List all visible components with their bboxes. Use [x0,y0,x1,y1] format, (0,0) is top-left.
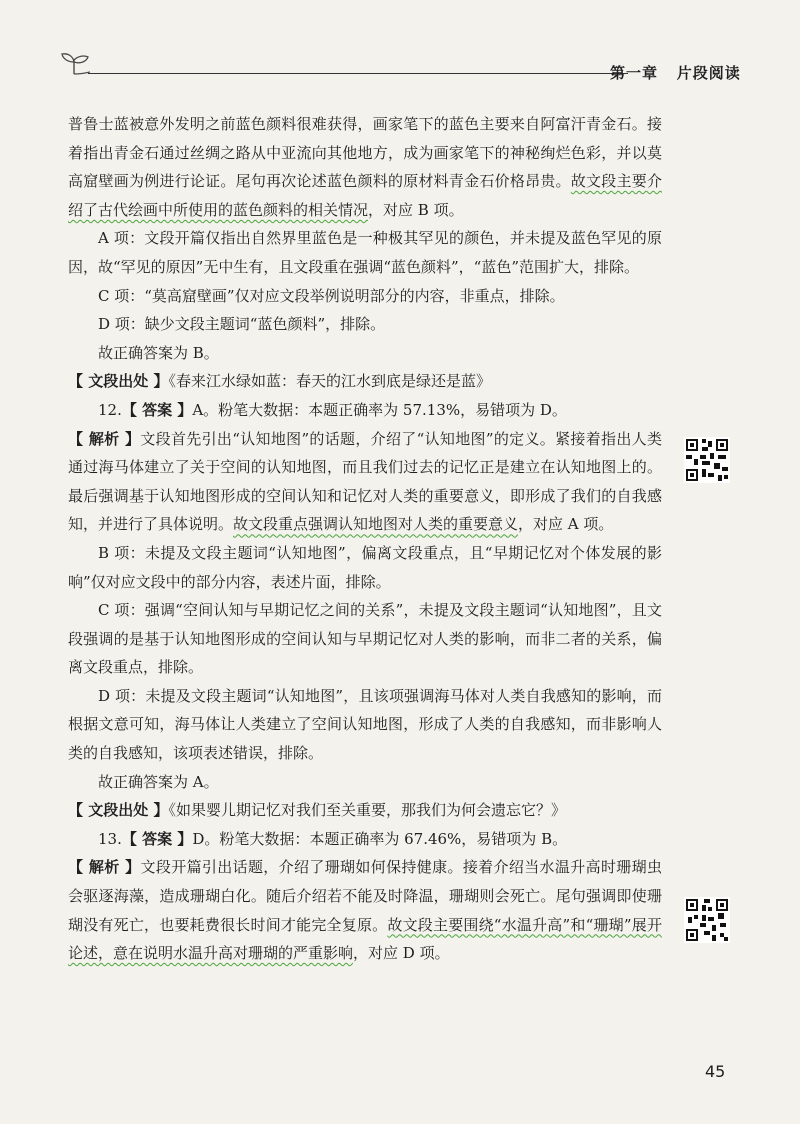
analysis-paragraph: 【 解析 】文段首先引出“认知地图”的话题，介绍了“认知地图”的定义。紧接着指出人类通过海马体建立了关于空间的认知地图，而且我们过去的记忆正是建立在认知地图上的。最后强调基于认知地图形成的空间认知和记忆对人类的重要意义，即形成了我们的自我感知，并进行了具体说明。故文段重点强调认知地图对人类的重要意义，对应 A 项。 [68,429,662,534]
source-tag: 【 文段出处 】 [68,801,169,820]
paragraph: 普鲁士蓝被意外发明之前蓝色颜料很难获得，画家笔下的蓝色主要来自阿富汗青金石。接着指出青金石通过丝绸之路从中亚流向其他地方，成为画家笔下的神秘绚烂色彩，并以莫高窟壁画为例进行论证。尾句再次论述蓝色颜料的原材料青金石价格昂贵。故文段主要介绍了古代绘画中所使用的蓝色颜料的相关情况，对应 B 项。 [68,115,662,219]
qr-code-icon[interactable] [684,897,730,943]
analysis-tag: 【 解析 】 [68,429,141,448]
chapter-title [610,62,741,83]
key-sentence: 故文段重点强调认知地图对人类的重要意义 [233,515,519,534]
answer-explanation-body [68,110,662,968]
paragraph: 故正确答案为 A。 [98,772,219,791]
paragraph: D 项：缺少文段主题词“蓝色颜料”，排除。 [98,315,386,334]
source-line: 【 文段出处 】《如果婴儿期记忆对我们至关重要，那我们为何会遗忘它？》 [68,801,566,820]
page-number: 45 [705,1062,726,1081]
analysis-tag: 【 解析 】 [68,858,141,877]
analysis-paragraph: 【 解析 】文段开篇引出话题，介绍了珊瑚如何保持健康。接着介绍当水温升高时珊瑚虫会驱逐海藻，造成珊瑚白化。随后介绍若不能及时降温，珊瑚则会死亡。尾句强调即使珊瑚没有死亡，也要耗费很长时间才能完全复原。故文段主要围绕“水温升高”和“珊瑚”展开论述，意在说明水温升高对珊瑚的严重影响，对应 D 项。 [68,858,662,963]
header-rule [88,73,628,74]
answer-tag: 【 答案 】 [121,829,193,848]
sprout-icon [60,50,90,78]
chapter-number: 第一章 [610,64,659,82]
paragraph: 故正确答案为 B。 [98,343,219,362]
source-line: 【 文段出处 】《春来江水绿如蓝：春天的江水到底是绿还是蓝》 [68,372,491,391]
paragraph: C 项：“莫高窟壁画”仅对应文段举例说明部分的内容，非重点，排除。 [98,286,565,305]
page-header [0,0,800,100]
paragraph: D 项：未提及文段主题词“认知地图”，且该项强调海马体对人类自我感知的影响，而根据文意可知，海马体让人类建立了空间认知地图，形成了人类的自我感知，而非影响人类的自我感知，该项表述错误，排除。 [68,686,662,763]
answer-line: 12.【 答案 】A。粉笔大数据：本题正确率为 57.13%，易错项为 D。 [98,400,567,419]
answer-tag: 【 答案 】 [121,400,193,419]
qr-code-icon[interactable] [684,437,730,483]
paragraph: C 项：强调“空间认知与早期记忆之间的关系”，未提及文段主题词“认知地图”，且文段强调的是基于认知地图形成的空间认知与早期记忆对人类的影响，而非二者的关系，偏离文段重点，排除。 [68,601,662,677]
paragraph: A 项：文段开篇仅指出自然界里蓝色是一种极其罕见的颜色，并未提及蓝色罕见的原因，故“罕见的原因”无中生有，且文段重在强调“蓝色颜料”，“蓝色”范围扩大，排除。 [68,229,662,276]
key-sentence: 故文段主要介绍了古代绘画中所使用的蓝色颜料的相关情况 [68,172,662,219]
answer-line: 13.【 答案 】D。粉笔大数据：本题正确率为 67.46%，易错项为 B。 [98,829,568,848]
paragraph: B 项：未提及文段主题词“认知地图”，偏离文段重点，且“早期记忆对个体发展的影响”仅对应文段中的部分内容，表述片面，排除。 [68,543,662,591]
key-sentence: 故文段主要围绕“水温升高”和“珊瑚”展开论述，意在说明水温升高对珊瑚的严重影响 [68,915,662,963]
section-title: 片段阅读 [676,64,741,82]
source-tag: 【 文段出处 】 [68,372,169,391]
